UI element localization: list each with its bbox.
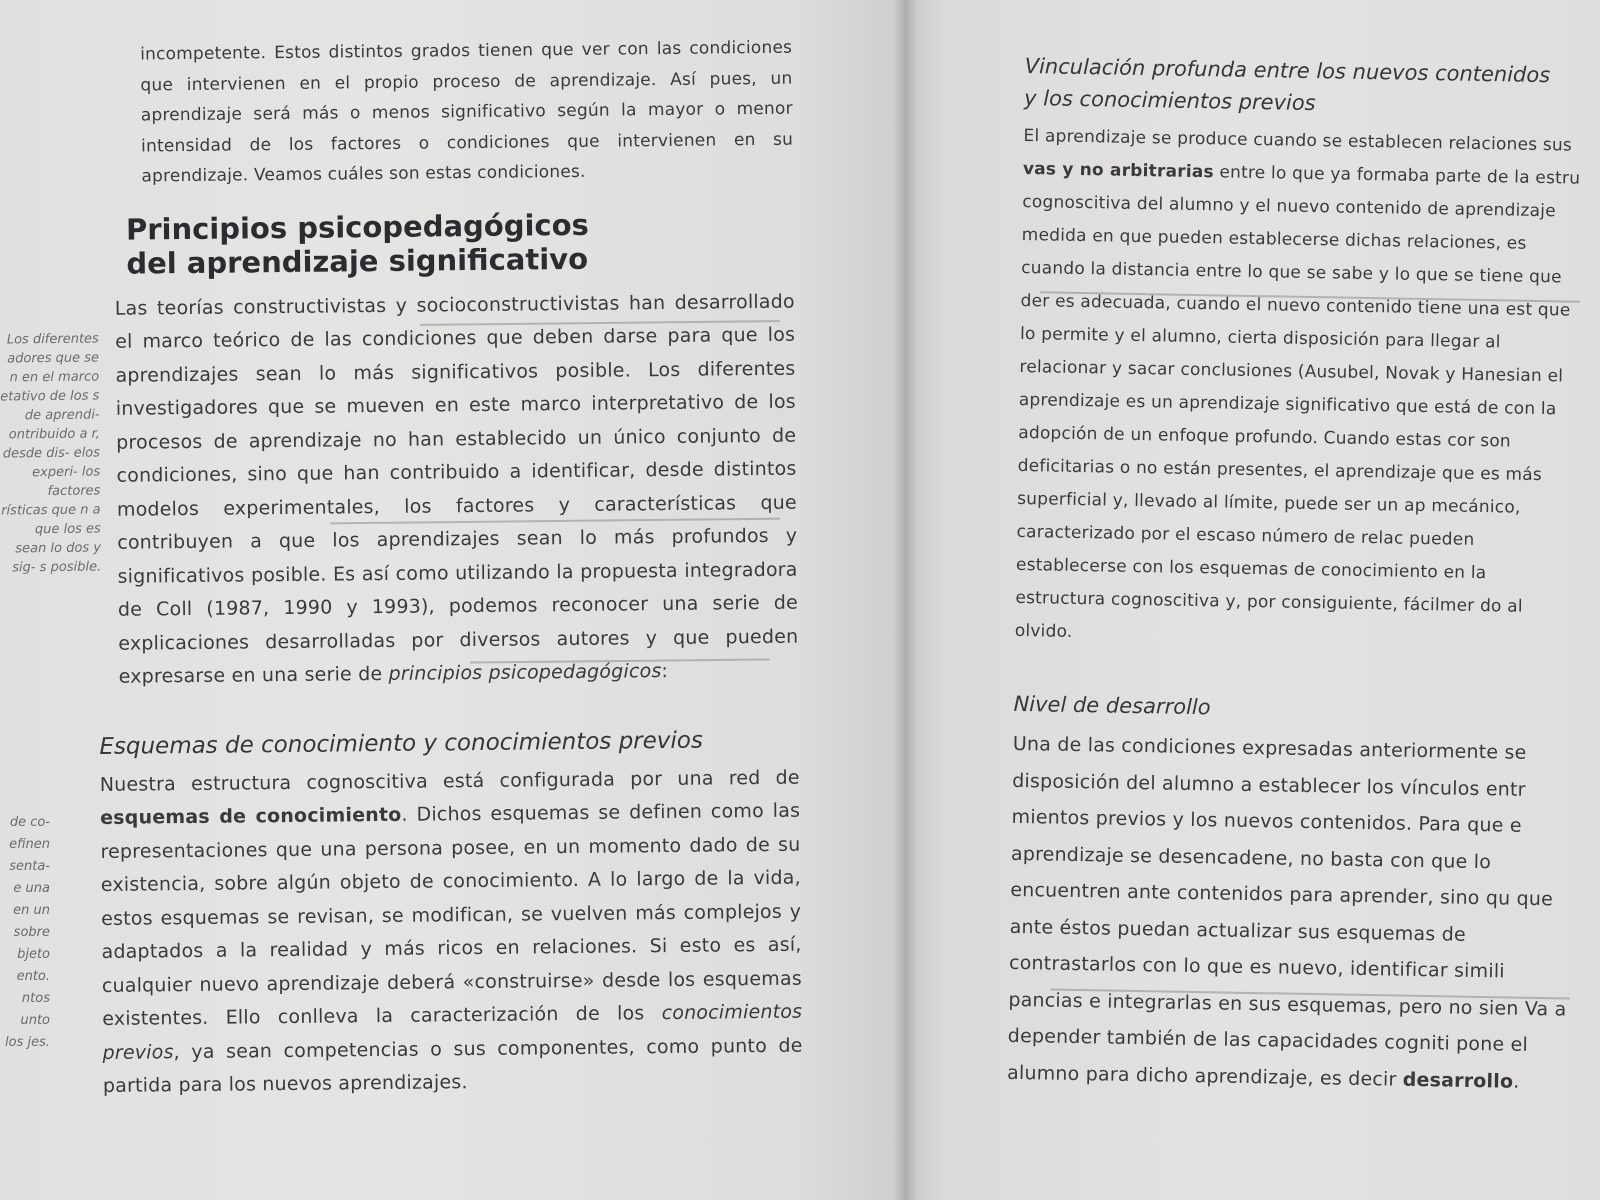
esquemas-bold-term: esquemas de conocimiento [100,803,402,829]
desarrollo-bold-term: desarrollo [1402,1068,1514,1093]
no-arbitrarias-bold-term: vas y no arbitrarias [1022,158,1215,183]
paragraph-vinculacion [1015,120,1584,658]
paragraph-esquemas-text-c: , ya sean competencias o sus componentes, como punto de partida para los nuevos aprendizajes. [102,1034,803,1097]
subheading-vinculacion-line-2: y los conocimientos previos [1023,85,1316,116]
left-page-text [92,33,803,1104]
section-title-line-2: del aprendizaje significativo [126,241,589,281]
subheading-esquemas: Esquemas de conocimiento y conocimientos previos [99,727,704,760]
paragraph-principles-text: Las teorías constructivistas y socioconstructivistas han desarrollado el marco teórico de las condiciones que deben darse para que los aprendizajes sean lo más significativos posible. Los diferentes investigadores que se mueven en este marco interpretativo de los procesos de aprendizaje no han establecido un único conjunto de condiciones, sino que han contribuido a identificar, desde distintos modelos experimentales, los factores y características que contribuyen a que los aprendizajes sean lo más profundos y significativos posible. Es así como utilizando la propuesta integradora de Coll (1987, 1990 y 1993), podemos reconocer una serie de explicaciones desarrolladas por diversos autores y que pueden expresarse en una serie de [114,290,799,688]
paragraph-nivel-end: . [1513,1070,1520,1093]
subheading-vinculacion-line-1: Vinculación profunda entre los nuevos contenidos [1024,53,1551,88]
section-title-line-1: Principios psicopedagógicos [125,207,589,247]
paragraph-nivel-text: Una de las condiciones expresadas anteriormente se disposición del alumno a establecer los vínculos entr mientos previos y los nuevos contenidos. Para que e aprendizaje se desencadene, no basta con que lo encuentren ante contenidos para aprender, sino qu que ante éstos puedan actualizar sus esquemas de contrastarlos con lo que es nuevo, identificar simili pancias e integrarlas en sus esquemas, pero no sien Va a depender también de las capacidades cogniti pone el alumno para dicho aprendizaje, es decir [1006,732,1567,1091]
paragraph-esquemas [100,761,803,1103]
subheading-nivel-desarrollo: Nivel de desarrollo [1013,691,1211,720]
paragraph-nivel-desarrollo [1007,726,1573,1101]
paragraph-vinculacion-text-a: El aprendizaje se produce cuando se establecen relaciones sus [1023,125,1573,156]
margin-note-2: de co- efinen senta- e una en un sobre bjeto ento. ntos unto los jes. [5,815,50,1050]
principles-italic-term: principios psicopedagógicos [388,660,662,685]
right-page-text [1007,50,1585,1101]
paragraph-esquemas-text-a: Nuestra estructura cognoscitiva está configurada por una red de [99,766,800,796]
page-gutter [893,0,917,1200]
paragraph-principles-end: : [661,660,669,683]
paragraph-vinculacion-text-b: entre lo que ya formaba parte de la estru cognoscitiva del alumno y el nuevo contenido de aprendizaje medida en que pueden establecerse dichas relaciones, es cuando la distancia entre lo que se sabe y lo que se tiene que der es adecuada, cuando el nuevo contenido tiene una est que lo permite y el alumno, cierta disposición para llegar al relacionar y sacar conclusiones (Ausubel, Novak y Hanesian el aprendizaje es un aprendizaje significativo que está de con la adopción de un enfoque profundo. Cuando estas cor son deficitarias o no están presentes, el aprendizaje que es más superficial y, llevado al límite, puede ser un ap mecánico, caracterizado por el escaso número de relac pueden establecerse con los esquemas de conocimiento en la estructura cognoscitiva y, por consiguiente, fácilmer do al olvido. [1014,162,1581,642]
paragraph-principles [95,285,799,694]
paragraph-esquemas-text-b: . Dichos esquemas se definen como las representaciones que una persona posee, en un momento dado de su existencia, sobre algún objeto de conocimiento. A lo largo de la vida, estos esquemas se revisan, se modifican, se vuelven más complejos y adaptados a la realidad y más ricos en relaciones. Si esto es así, cualquier nuevo aprendizaje deberá «construirse» desde los esquemas existentes. Ello conlleva la caracterización de los [100,799,802,1030]
margin-note-1: Los diferentes adores que se n en el marco etativo de los s de aprendi- ontribuido a r, desde dis- elos experi- los factores rísticas que n a que los es sean lo dos y sig- s posible. [0,331,102,576]
subheading-vinculacion [1024,50,1585,124]
section-title [126,205,795,280]
conocimientos-previos-italic-term: conocimientos previos [102,1000,803,1064]
intro-paragraph: incompetente. Estos distintos grados tienen que ver con las condiciones que intervienen en el propio proceso de aprendizaje. Así pues, un aprendizaje será más o menos significativo según la mayor o menor intensidad de los factores o condiciones que intervienen en su aprendizaje. Veamos cuáles son estas condiciones. [140,37,794,187]
